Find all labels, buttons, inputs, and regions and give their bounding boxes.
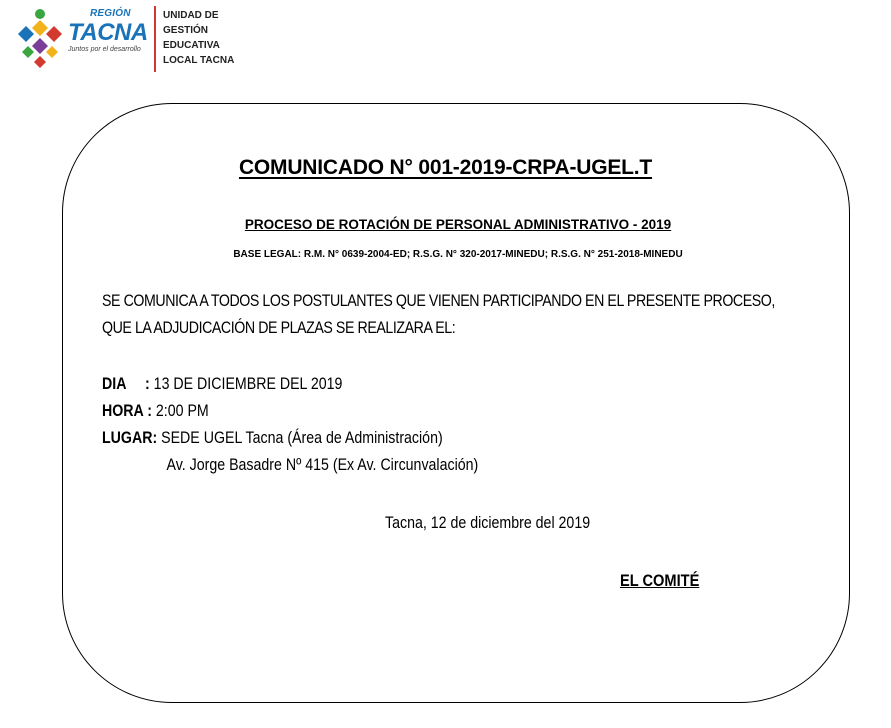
day-row (102, 371, 478, 398)
region-wordmark (68, 8, 150, 53)
region-tacna-emblem-icon (18, 6, 66, 72)
process-subtitle (0, 217, 891, 232)
notice-body (102, 288, 775, 342)
region-tagline: Juntos por el desarrollo (68, 46, 141, 53)
address-value: Av. Jorge Basadre Nº 415 (Ex Av. Circunvalación) (166, 456, 479, 474)
legal-basis: BASE LEGAL: R.M. N° 0639-2004-ED; R.S.G. N° 320-2017-MINEDU; R.S.G. N° 251-2018-MINEDU (233, 249, 683, 260)
logo-divider (154, 6, 156, 72)
body-line: SE COMUNICA A TODOS LOS POSTULANTES QUE VIENEN PARTICIPANDO EN EL PRESENTE PROCESO, (102, 292, 775, 310)
notice-title-text: COMUNICADO N° 001-2019-CRPA-UGEL.T (238, 156, 653, 179)
body-line: QUE LA ADJUDICACIÓN DE PLAZAS SE REALIZARA EL: (102, 319, 456, 337)
place-date: Tacna, 12 de diciembre del 2019 (385, 514, 591, 532)
region-name: TACNA (68, 19, 148, 46)
schedule-details (102, 371, 478, 479)
place-value: SEDE UGEL Tacna (Área de Administración) (161, 429, 443, 447)
region-label: REGIÓN (90, 8, 131, 19)
ugel-tacna-logo (18, 4, 235, 74)
notice-title (0, 156, 891, 180)
address-row (102, 452, 478, 479)
place-label: LUGAR: (102, 429, 158, 447)
day-value: 13 DE DICIEMBRE DEL 2019 (153, 375, 343, 393)
time-row (102, 398, 478, 425)
day-label: DIA (102, 375, 127, 393)
day-separator: : (145, 375, 150, 393)
place-row (102, 425, 478, 452)
unit-name (163, 8, 234, 68)
signature (620, 571, 699, 591)
time-label: HORA : (102, 402, 152, 420)
unit-line: EDUCATIVA (163, 40, 220, 51)
process-subtitle-text: PROCESO DE ROTACIÓN DE PERSONAL ADMINISTRATIVO - 2019 (244, 217, 672, 232)
signature-text: EL COMITÉ (620, 571, 700, 590)
time-value: 2:00 PM (155, 402, 209, 420)
unit-line: GESTIÓN (163, 25, 209, 36)
unit-line: LOCAL TACNA (163, 55, 235, 66)
unit-line: UNIDAD DE (163, 10, 219, 21)
